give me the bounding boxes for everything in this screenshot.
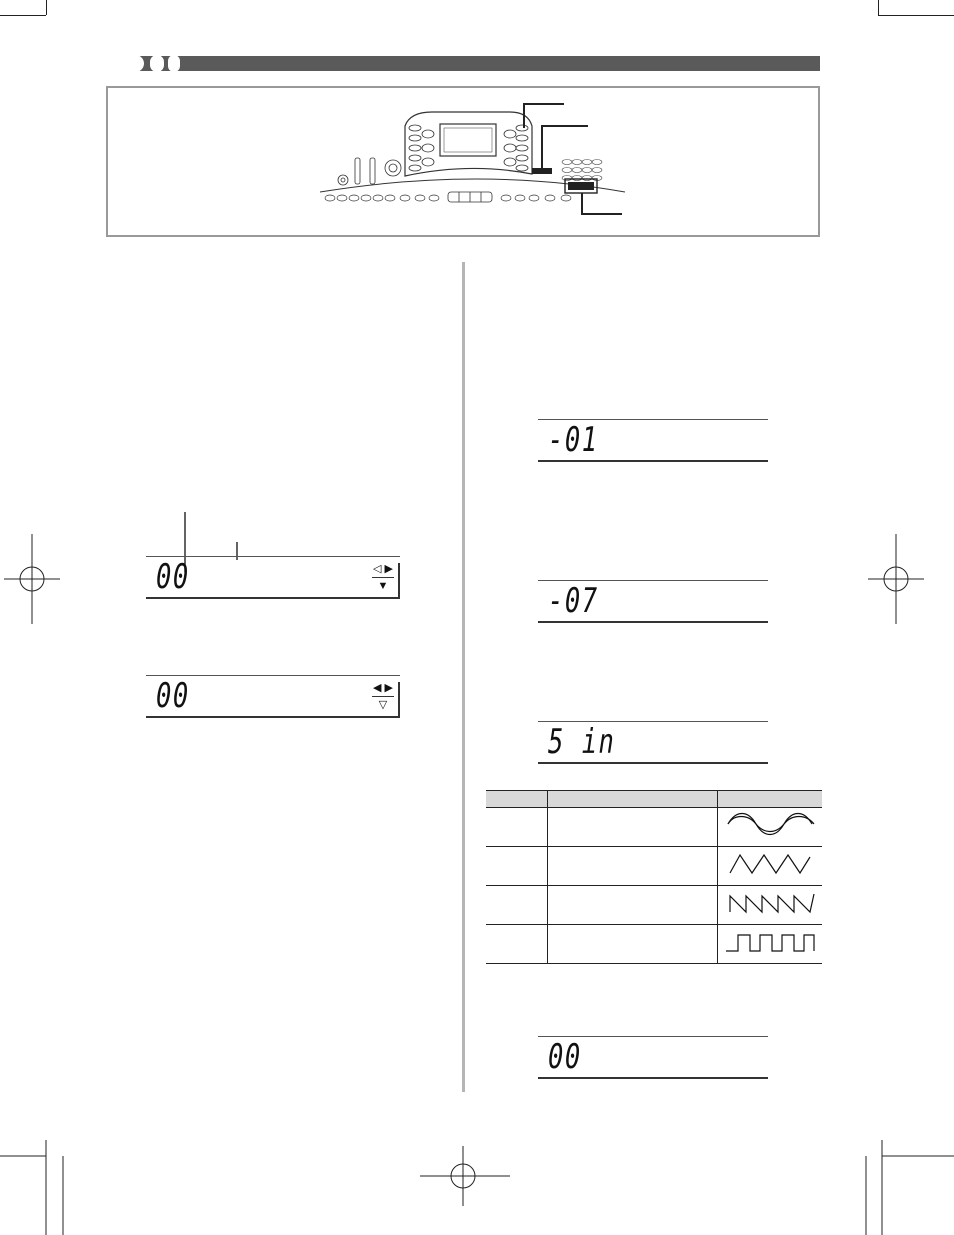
header-ornament [104,55,144,72]
table-header-row [486,791,822,808]
registration-mark-left [4,534,60,624]
lcd-display [146,675,400,718]
lcd-display [146,556,400,599]
table-cell [486,925,548,964]
table-cell [548,847,718,886]
keyboard-illustration [310,96,640,226]
table-cell [718,886,823,925]
down-arrow-icon: ▼ [372,577,394,592]
table-cell [486,886,548,925]
down-arrow-icon: ▽ [372,696,394,711]
waveform-table [486,790,822,964]
crop-mark [878,0,879,15]
section-header-band [104,56,820,71]
crop-mark [46,0,47,15]
table-header-cell [486,791,548,808]
table-cell [548,886,718,925]
sawtooth-wave-icon [718,886,822,919]
table-row [486,925,822,964]
header-ornament [150,55,164,72]
column-divider [462,262,465,1092]
table-cell [718,847,823,886]
crop-mark [0,15,46,16]
lcd-digits: -01 [548,420,599,460]
lcd-edge [398,682,400,718]
table-row [486,886,822,925]
left-right-arrow-icon: ◀ ▶ [373,682,393,694]
crop-marks-bottom-right [862,1140,954,1235]
lcd-digits: 00 [156,676,190,716]
table-cell [548,808,718,847]
triangle-wave-icon [718,847,822,880]
table-cell [486,847,548,886]
lcd-arrow-indicators [372,682,394,711]
square-wave-icon [718,925,822,958]
lcd-digits: 00 [156,557,190,597]
lcd-digits: 5 in [548,722,616,762]
lcd-display [538,419,768,462]
crop-mark [878,15,954,16]
lcd-display [538,721,768,764]
lcd-display [538,1036,768,1079]
sine-wave-icon [718,808,822,841]
lcd-arrow-indicators [372,563,394,592]
table-header-cell [548,791,718,808]
table-cell [718,808,823,847]
table-cell [548,925,718,964]
header-ornament [168,55,180,72]
table-row [486,808,822,847]
crop-marks-bottom-left [0,1140,70,1235]
registration-mark-bottom [420,1146,510,1206]
lcd-digits: 00 [548,1037,582,1077]
table-cell [718,925,823,964]
lcd-display [538,580,768,623]
table-header-cell [718,791,823,808]
lcd-edge [398,563,400,599]
registration-mark-right [868,534,924,624]
table-row [486,847,822,886]
table-cell [486,808,548,847]
lcd-digits: -07 [548,581,599,621]
left-right-arrow-icon: ◁ ▶ [373,563,393,575]
